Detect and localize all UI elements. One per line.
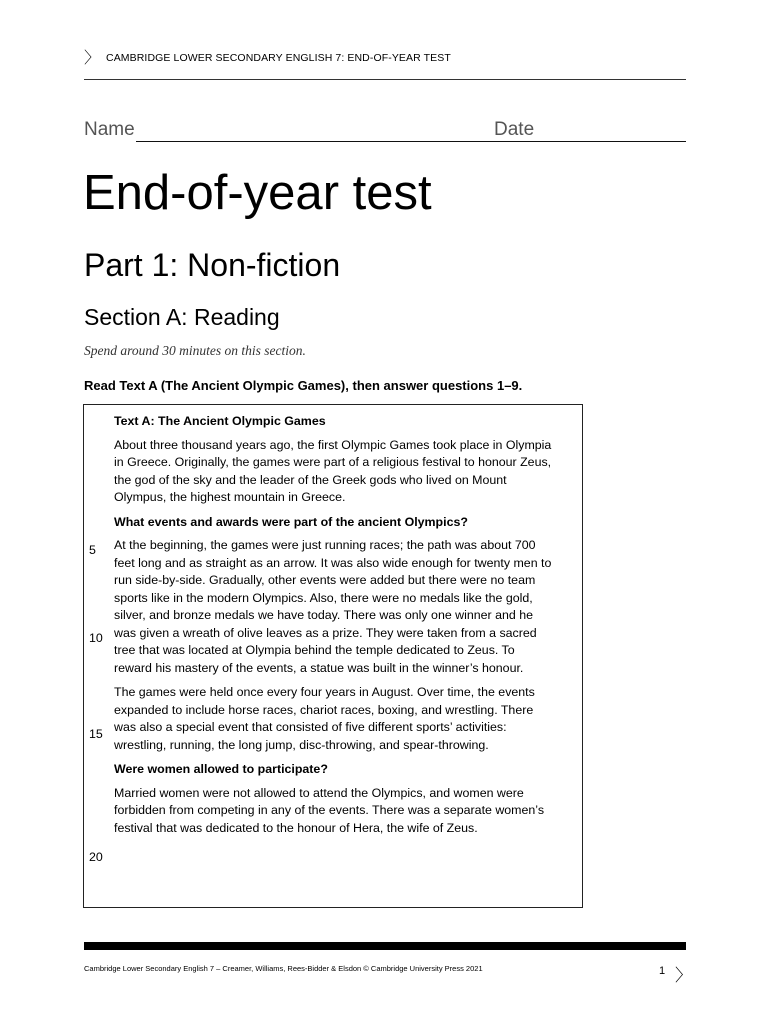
date-label: Date xyxy=(494,119,535,140)
page-title: End-of-year test xyxy=(83,166,432,220)
header-title: CAMBRIDGE LOWER SECONDARY ENGLISH 7: END-OF-YEAR TEST xyxy=(106,52,451,64)
text-a-paragraph: Married women were not allowed to attend the Olympics, and women were forbidden from competing in any of the events. There was a separate women’s festival that was dedicated to the honour of Hera, the wife of Zeus. xyxy=(114,785,545,835)
text-a-heading: Text A: The Ancient Olympic Games xyxy=(114,414,326,428)
time-instruction: Spend around 30 minutes on this section. xyxy=(84,343,306,358)
line-number: 10 xyxy=(89,631,103,645)
part-heading: Part 1: Non-fiction xyxy=(84,247,341,283)
name-field-line[interactable] xyxy=(136,141,569,142)
running-header xyxy=(84,48,686,68)
line-number: 20 xyxy=(89,850,103,864)
text-a-paragraph: At the beginning, the games were just running races; the path was about 700 feet long and as straight as an arrow. It was also wide enough for twenty men to run side-by-side. Gradually, other events were added but there were no team sports like in the modern Olympics. Also, there were no medals like the gold, silver, and bronze medals we have today. There was only one winner and he was given a wreath of olive leaves as a prize. They were taken from a sacred tree that was located at Olympia behind the temple dedicated to Zeus. To reward his mastery of the events, a statue was built in the winner’s honour. xyxy=(114,538,552,675)
task-instruction: Read Text A (The Ancient Olympic Games), then answer questions 1–9. xyxy=(84,378,523,393)
line-number: 15 xyxy=(89,727,103,741)
text-a-paragraph: About three thousand years ago, the first Olympic Games took place in Olympia in Greece. Originally, the games were part of a religious festival to honour Zeus, the god of the sky and the leader of the Greek gods who lived on Mount Olympus, the highest mountain in Greece. xyxy=(114,437,552,504)
text-a-subheading: What events and awards were part of the ancient Olympics? xyxy=(114,514,468,529)
name-date-row xyxy=(84,119,686,145)
footer-bar xyxy=(84,942,686,950)
section-heading: Section A: Reading xyxy=(84,304,280,330)
name-label: Name xyxy=(84,119,135,140)
footer-credit: Cambridge Lower Secondary English 7 – Creamer, Williams, Rees-Bidder & Elsdon © Cambridge University Press 2021 xyxy=(84,964,483,973)
text-a-paragraph: The games were held once every four years in August. Over time, the events expanded to include horse races, chariot races, boxing, and wrestling. There was also a special event that consisted of five different sports’ activities: wrestling, running, the long jump, disc-throwing, and spear-throwing. xyxy=(114,685,535,752)
page-number: 1 xyxy=(659,965,666,977)
text-a-content xyxy=(114,413,554,844)
line-number: 5 xyxy=(89,543,96,557)
date-field-line[interactable] xyxy=(538,141,686,142)
chevron-right-icon: 〉 xyxy=(84,48,101,67)
text-a-subheading: Were women allowed to participate? xyxy=(114,762,328,776)
header-divider xyxy=(84,79,686,80)
text-a-box xyxy=(83,404,583,908)
chevron-right-icon[interactable]: 〉 xyxy=(675,966,692,986)
